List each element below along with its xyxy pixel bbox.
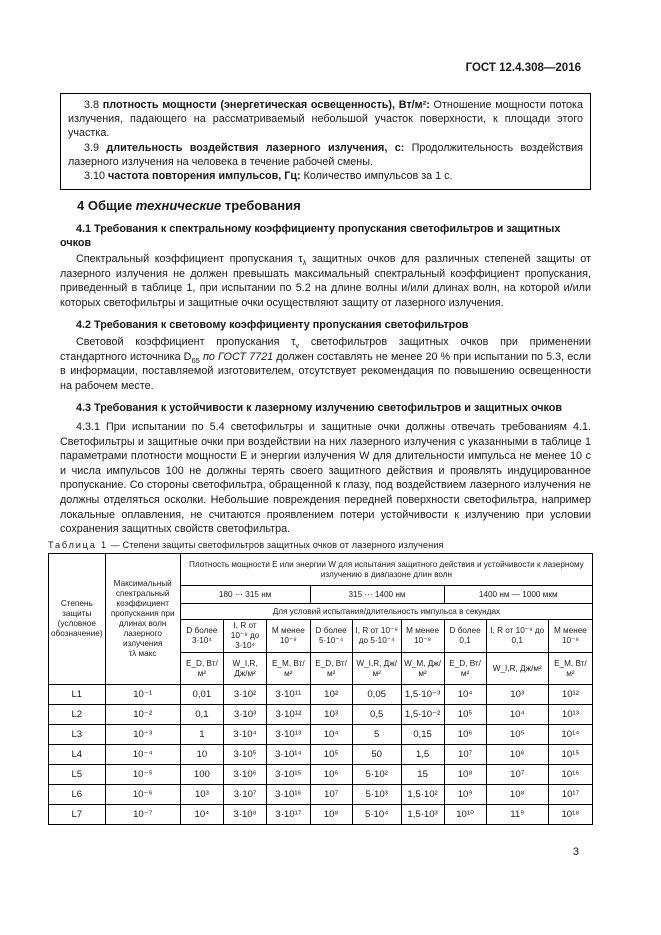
table-row (49, 785, 593, 805)
mode-cell: D более 5·10⁻⁴ (310, 620, 352, 653)
cell-degree: L1 (49, 685, 106, 705)
cell-value: 1 (180, 725, 223, 745)
cell-value: 11⁹ (486, 805, 548, 825)
subsection-4-2-heading: 4.2 Требования к световому коэффициенту пропускания светофильтров (76, 319, 469, 331)
range-1400-1000: 1400 нм — 1000 мкм (444, 586, 593, 604)
cell-degree: L3 (49, 725, 106, 745)
table-header-top (49, 554, 593, 586)
cell-value: 10³ (310, 705, 352, 725)
unit-cell: W_M, Дж/м² (401, 653, 444, 685)
cell-degree: L2 (49, 705, 106, 725)
unit-cell: W_I,R, Дж/м² (352, 653, 401, 685)
cell-value: 3·10¹¹ (267, 685, 310, 705)
cell-value: 10 (180, 745, 223, 765)
unit-cell: W_I,R, Дж/м² (223, 653, 266, 685)
cell-value: 50 (352, 745, 401, 765)
section-title: 4 Общие технические требования (77, 198, 301, 213)
mode-cell: I, R от 10⁻⁹ до 0,1 (486, 620, 548, 653)
cell-transmittance: 10⁻² (105, 705, 180, 725)
cell-value: 1,5·10⁻³ (401, 685, 444, 705)
unit-cell: W_I,R, Дж/м² (486, 653, 548, 685)
table-row (49, 805, 593, 825)
cell-value: 10⁵ (310, 745, 352, 765)
table-row (49, 705, 593, 725)
cell-value: 3·10¹³ (267, 725, 310, 745)
definition-3-10: 3.10 частота повторения импульсов, Гц: Количество импульсов за 1 с. (84, 170, 453, 183)
mode-cell: D более 3·10⁴ (180, 620, 223, 653)
mode-cell: D более 0,1 (444, 620, 486, 653)
cell-value: 10⁴ (180, 805, 223, 825)
cell-value: 3·10⁷ (223, 785, 266, 805)
cell-value: 3·10¹⁴ (267, 745, 310, 765)
unit-cell: E_D, Вт/м² (444, 653, 486, 685)
table-row (49, 765, 593, 785)
header-max-transmittance: Максимальный спектральный коэффициент пропускания при длинах волн лазерного излучения τλ макс (105, 554, 180, 685)
cell-value: 5 (352, 725, 401, 745)
cell-value: 10¹⁵ (548, 745, 592, 765)
cell-value: 10¹⁶ (548, 765, 592, 785)
definitions-box (60, 93, 591, 190)
unit-cell: E_D, Вт/м² (180, 653, 223, 685)
cell-degree: L6 (49, 785, 106, 805)
cell-value: 10¹⁴ (548, 725, 592, 745)
cell-value: 3·10⁴ (223, 725, 266, 745)
mode-cell: M менее 10⁻⁹ (548, 620, 592, 653)
cell-value: 10⁴ (444, 685, 486, 705)
cell-value: 10⁸ (310, 805, 352, 825)
cell-value: 10⁶ (486, 745, 548, 765)
protection-table (48, 553, 593, 825)
cell-value: 0,05 (352, 685, 401, 705)
cell-value: 10⁵ (486, 725, 548, 745)
cell-value: 3·10¹² (267, 705, 310, 725)
cell-value: 10¹² (548, 685, 592, 705)
cell-value: 10¹³ (548, 705, 592, 725)
cell-degree: L7 (49, 805, 106, 825)
table-row (49, 725, 593, 745)
unit-cell: E_D, Вт/м² (310, 653, 352, 685)
range-180-315: 180 ··· 315 нм (180, 586, 310, 604)
paragraph-4-3-1: 4.3.1 При испытании по 5.4 светофильтры и защитные очки должны отвечать требованиям 4.1. Светофильтры и защитные очки при воздействии на них лазерного излучения с указанными в таблице 1 параметрами плотности мощности E и энергии излучения W для длительности импульса не менее 10 с и числа импульсов 100 не должны терять своего защитного действия и проявлять индуцированное пропускание. Со стороны светофильтра, обращенной к глазу, под воздействием лазерного излучения не должны отделяться осколки. Небольшие повреждения передней поверхности светофильтра, например локальные оплавления, не считаются проявлением потери устойчивости к излучению при условии сохранения защитных свойств светофильтра. (60, 421, 591, 536)
cell-transmittance: 10⁻⁵ (105, 765, 180, 785)
cell-value: 15 (401, 765, 444, 785)
mode-cell: M менее 10⁻⁹ (401, 620, 444, 653)
cell-degree: L5 (49, 765, 106, 785)
page-number: 3 (572, 846, 579, 858)
cell-value: 3·10³ (223, 705, 266, 725)
mode-cell: I, R от 10⁻⁹ до 3·10⁴ (223, 620, 266, 653)
cell-value: 5·10² (352, 765, 401, 785)
header-degree: Степень защиты (условное обозначение) (49, 554, 106, 685)
definition-3-8: 3.8 плотность мощности (энергетическая освещенность), Вт/м²: Отношение мощности потока излучения, падающего на рассматриваемый небольшой участок поверхности, к площади этого участка. (68, 99, 584, 140)
cell-value: 10⁸ (444, 765, 486, 785)
cell-value: 10¹⁷ (548, 785, 592, 805)
cell-value: 3·10² (223, 685, 266, 705)
cell-value: 0,01 (180, 685, 223, 705)
paragraph-4-1: Спектральный коэффициент пропускания $\tau_\lambda$ защитных очков для различных степеней защиты от лазерного излучения не должен превышать максимальный спектральный коэффициент пропускания, приведенный в таблице 1, при испытании по 5.2 на длине волны и/или длинах волн, на которой и/или которых светофильтры и защитные очки осуществляют защиту от лазерного излучения. (60, 253, 591, 309)
table-row (49, 745, 593, 765)
cell-value: 10⁹ (444, 785, 486, 805)
table-caption: Таблица 1 — Степени защиты светофильтров защитных очков от лазерного излучения (48, 540, 444, 550)
cell-value: 3·10⁸ (223, 805, 266, 825)
cell-value: 10⁴ (310, 725, 352, 745)
cell-value: 10² (310, 685, 352, 705)
cell-transmittance: 10⁻⁷ (105, 805, 180, 825)
cell-value: 10¹⁰ (444, 805, 486, 825)
cell-value: 10⁷ (444, 745, 486, 765)
mode-cell: I, R от 10⁻⁹ до 5·10⁻⁴ (352, 620, 401, 653)
table-row (49, 685, 593, 705)
range-315-1400: 315 ··· 1400 нм (310, 586, 444, 604)
cell-value: 10⁷ (486, 765, 548, 785)
cell-value: 0,1 (180, 705, 223, 725)
cell-value: 10⁴ (486, 705, 548, 725)
cell-value: 3·10⁶ (223, 765, 266, 785)
cell-value: 10⁵ (444, 705, 486, 725)
cell-value: 10³ (180, 785, 223, 805)
cell-value: 1,5·10⁻² (401, 705, 444, 725)
cell-value: 1,5·10³ (401, 805, 444, 825)
cell-value: 1,5·10² (401, 785, 444, 805)
subsection-4-1-heading: 4.1 Требования к спектральному коэффициенту пропускания светофильтров и защитных очков (60, 223, 561, 250)
paragraph-4-2: Световой коэффициент пропускания $\tau_v$ светофильтров защитных очков при применении стандартного источника $D_{65}$ по ГОСТ 7721 должен составлять не менее 20 % при испытании по 5.3, если в информации, поставляемой изготовителем, отсутствует рекомендация по повышению освещенности на рабочем месте. (60, 336, 591, 392)
cell-value: 10⁶ (444, 725, 486, 745)
cell-transmittance: 10⁻¹ (105, 685, 180, 705)
cell-value: 5·10³ (352, 785, 401, 805)
header-power-energy: Плотность мощности E или энергии W для испытания защитного действия и устойчивости к лазерному излучению в диапазоне длин волн (180, 554, 592, 586)
unit-cell: E_M, Вт/м² (267, 653, 310, 685)
unit-cell: E_M, Вт/м² (548, 653, 592, 685)
cell-degree: L4 (49, 745, 106, 765)
cell-value: 3·10⁵ (223, 745, 266, 765)
mode-cell: M менее 10⁻⁹ (267, 620, 310, 653)
cell-value: 100 (180, 765, 223, 785)
cell-value: 3·10¹⁷ (267, 805, 310, 825)
definition-3-9: 3.9 длительность воздействия лазерного излучения, с: Продолжительность воздействия лазерного излучения на человека в течение рабочей смены. (68, 141, 583, 168)
cell-transmittance: 10⁻³ (105, 725, 180, 745)
cell-transmittance: 10⁻⁴ (105, 745, 180, 765)
cell-value: 10³ (486, 685, 548, 705)
cell-value: 5·10⁴ (352, 805, 401, 825)
cell-value: 1,5 (401, 745, 444, 765)
header-conditions: Для условий испытания/длительность импульса в секундах (180, 604, 592, 620)
cell-transmittance: 10⁻⁶ (105, 785, 180, 805)
cell-value: 10¹⁸ (548, 805, 592, 825)
cell-value: 0,15 (401, 725, 444, 745)
cell-value: 10⁸ (486, 785, 548, 805)
subsection-4-3-heading: 4.3 Требования к устойчивости к лазерному излучению светофильтров и защитных очков (76, 402, 563, 414)
cell-value: 10⁷ (310, 785, 352, 805)
cell-value: 0,5 (352, 705, 401, 725)
cell-value: 3·10¹⁶ (267, 785, 310, 805)
document-code: ГОСТ 12.4.308—2016 (465, 62, 581, 74)
table-body (49, 685, 593, 825)
cell-value: 10⁶ (310, 765, 352, 785)
cell-value: 3·10¹⁵ (267, 765, 310, 785)
